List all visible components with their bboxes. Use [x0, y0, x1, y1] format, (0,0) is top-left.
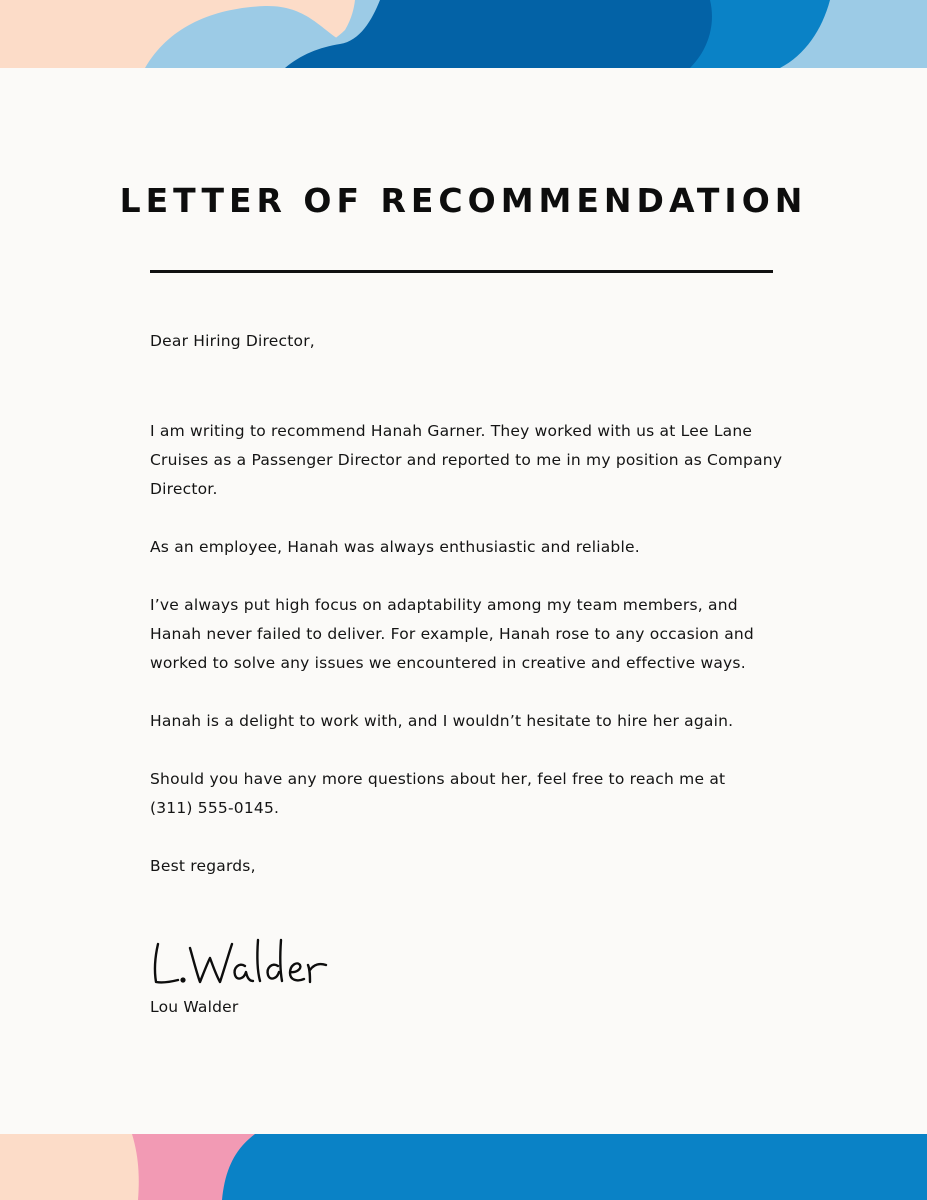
- bottom-wave-shapes: [0, 1134, 927, 1200]
- paragraph-2: As an employee, Hanah was always enthusiastic and reliable.: [150, 538, 640, 556]
- title-divider: [150, 270, 773, 273]
- paragraph-1: I am writing to recommend Hanah Garner. They worked with us at Lee Lane Cruises as a Passenger Director and reported to me in my position as Company Director.: [150, 422, 783, 498]
- signature-image: [150, 932, 350, 992]
- salutation: Dear Hiring Director,: [150, 332, 315, 350]
- top-wave-shapes: [0, 0, 927, 68]
- bottom-peach-blob: [0, 1134, 139, 1200]
- paragraph-3: I’ve always put high focus on adaptability among my team members, and Hanah never failed to deliver. For example, Hanah rose to any occasion and worked to solve any issues we encountered in creative and effective ways.: [150, 596, 754, 672]
- signer-name: Lou Walder: [150, 998, 239, 1016]
- page-title: LETTER OF RECOMMENDATION: [119, 181, 808, 220]
- handwritten-signature: [150, 932, 350, 992]
- top-decorative-band: [0, 0, 927, 68]
- closing: Best regards,: [150, 857, 256, 875]
- paragraph-4: Hanah is a delight to work with, and I wouldn’t hesitate to hire her again.: [150, 712, 734, 730]
- bottom-decorative-band: [0, 1134, 927, 1200]
- paragraph-5: Should you have any more questions about her, feel free to reach me at (311) 555-0145.: [150, 770, 726, 817]
